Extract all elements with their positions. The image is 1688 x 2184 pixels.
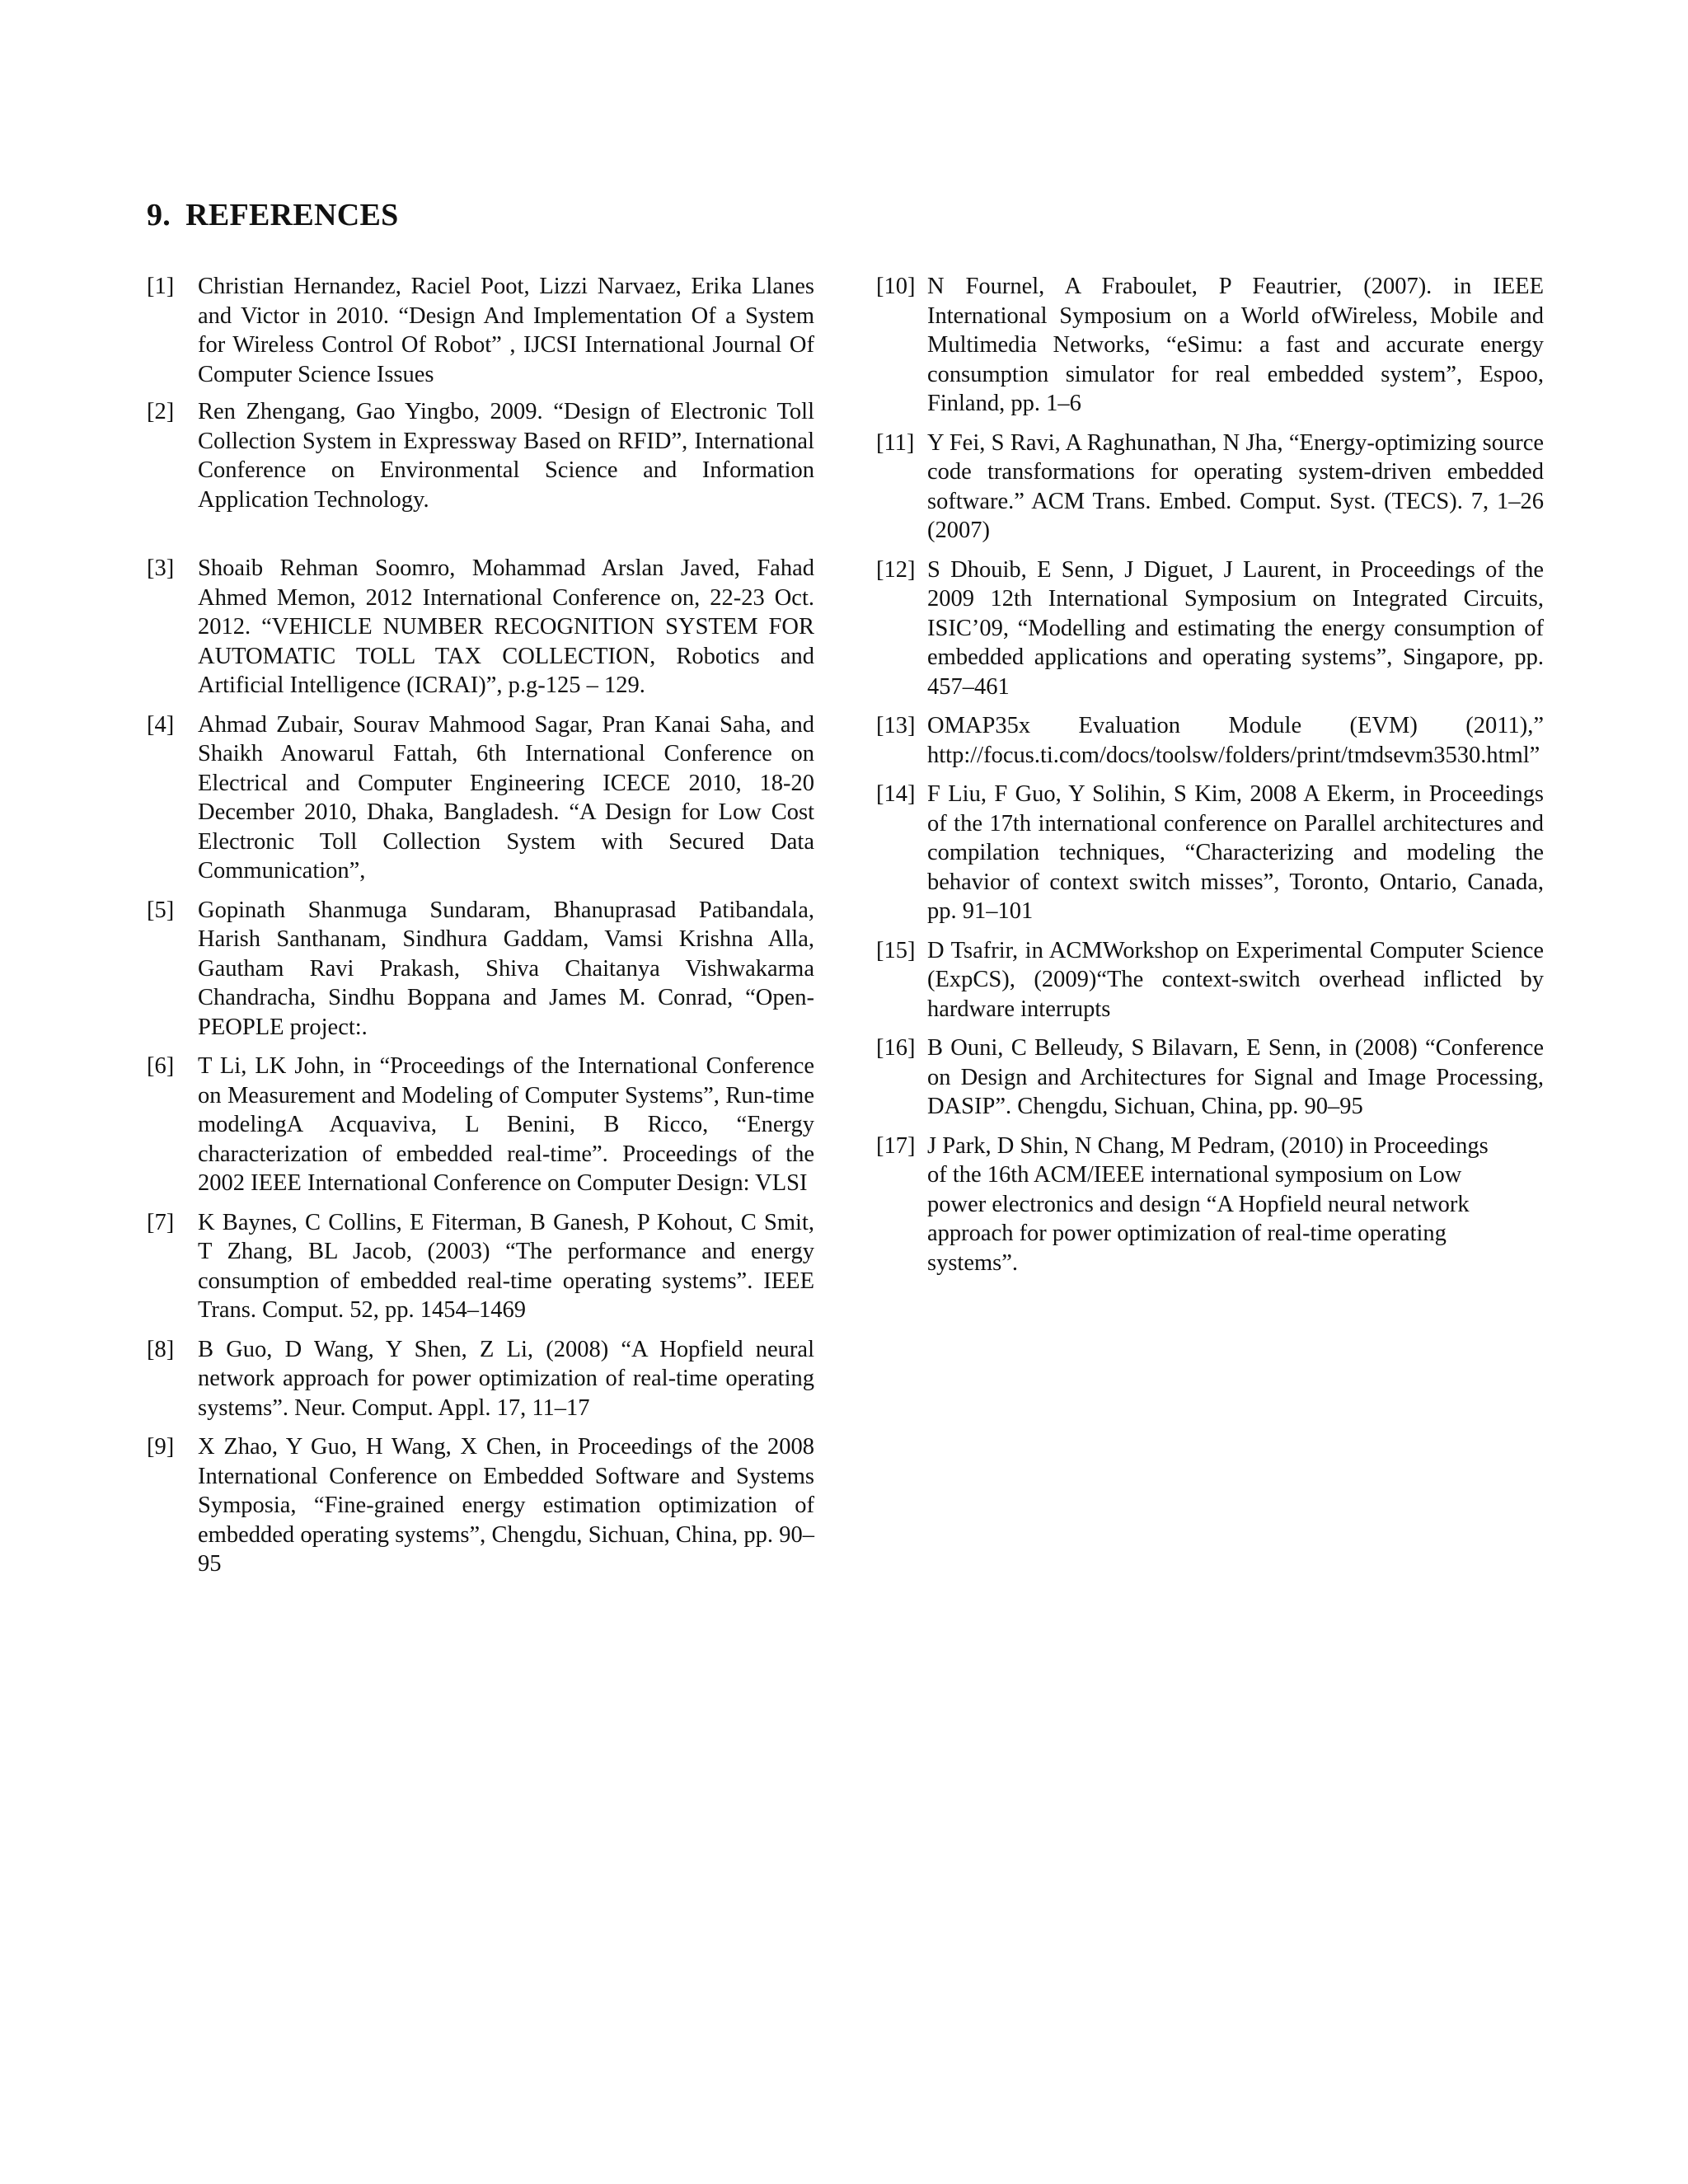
reference-text: B Ouni, C Belleudy, S Bilavarn, E Senn, in (2008) “Conference on Design and Architectures for Signal and Image Processing, DASIP”. Chengdu, Sichuan, China, pp. 90–95 (927, 1035, 1544, 1119)
reference-label: [1] (147, 274, 175, 299)
references-right-column (876, 272, 1544, 1277)
reference-entry-1 (147, 272, 814, 389)
reference-text: T Li, LK John, in “Proceedings of the International Conference on Measurement and Modeling of Computer Systems”, Run-time modelingA Acquaviva, L Benini, B Ricco, “Energy characterization of embedded real-time”. Proceedings of the 2002 IEEE International Conference on Computer Design: VLSI (198, 1053, 814, 1196)
reference-label: [7] (147, 1209, 175, 1235)
reference-label: [14] (876, 781, 916, 807)
reference-text: N Fournel, A Fraboulet, P Feautrier, (2007). in IEEE International Symposium on a World ofWireless, Mobile and Multimedia Networks, “eSimu: a fast and accurate energy consumption simulator for real embedded system”, Espoo, Finland, pp. 1–6 (927, 274, 1544, 416)
reference-entry-8 (147, 1335, 814, 1423)
reference-label: [2] (147, 399, 175, 424)
reference-label: [17] (876, 1132, 916, 1159)
reference-entry-15 (876, 936, 1544, 1024)
reference-entry-2 (147, 397, 814, 514)
reference-text: Ren Zhengang, Gao Yingbo, 2009. “Design of Electronic Toll Collection System in Expressway Based on RFID”, International Conference on Environmental Science and Information Application Technology. (198, 399, 814, 513)
reference-text: OMAP35x Evaluation Module (EVM) (2011),” http://focus.ti.com/docs/toolsw/folders/print/tmdsevm3530.html” (927, 713, 1544, 768)
reference-text: F Liu, F Guo, Y Solihin, S Kim, 2008 A Ekerm, in Proceedings of the 17th international conference on Parallel architectures and compilation techniques, “Characterizing and modeling the behavior of context switch misses”, Toronto, Ontario, Canada, pp. 91–101 (927, 781, 1544, 924)
reference-text: Shoaib Rehman Soomro, Mohammad Arslan Javed, Fahad Ahmed Memon, 2012 International Conference on, 22-23 Oct. 2012. “VEHICLE NUMBER RECOGNITION SYSTEM FOR AUTOMATIC TOLL TAX COLLECTION, Robotics and Artificial Intelligence (ICRAI)”, p.g-125 – 129. (198, 555, 814, 698)
reference-text: X Zhao, Y Guo, H Wang, X Chen, in Proceedings of the 2008 International Conference on Embedded Software and Systems Symposia, “Fine-grained energy estimation optimization of embedded operating systems”, Chengdu, Sichuan, China, pp. 90–95 (198, 1434, 814, 1577)
reference-entry-11 (876, 429, 1544, 546)
reference-text: Christian Hernandez, Raciel Poot, Lizzi Narvaez, Erika Llanes and Victor in 2010. “Design And Implementation Of a System for Wireless Control Of Robot” , IJCSI International Journal Of Computer Science Issues (198, 274, 814, 387)
reference-label: [6] (147, 1053, 175, 1079)
reference-label: [11] (876, 429, 915, 456)
reference-label: [3] (147, 555, 175, 581)
reference-entry-3 (147, 554, 814, 701)
section-title: REFERENCES (185, 198, 399, 232)
reference-label: [4] (147, 711, 175, 738)
reference-entry-17 (876, 1132, 1504, 1278)
references-left-column (147, 272, 814, 1579)
reference-label: [16] (876, 1035, 916, 1061)
reference-label: [9] (147, 1434, 175, 1460)
reference-entry-12 (876, 555, 1544, 702)
reference-entry-5 (147, 896, 814, 1043)
reference-entry-10 (876, 272, 1544, 419)
reference-entry-7 (147, 1208, 814, 1325)
reference-text: S Dhouib, E Senn, J Diguet, J Laurent, in Proceedings of the 2009 12th International Symposium on Integrated Circuits, ISIC’09, “Modelling and estimating the energy consumption of embedded applications and operating systems”, Singapore, pp. 457–461 (927, 556, 1544, 700)
reference-label: [8] (147, 1336, 175, 1362)
reference-entry-13 (876, 711, 1544, 770)
reference-label: [5] (147, 897, 175, 923)
reference-label: [10] (876, 274, 916, 299)
reference-text: J Park, D Shin, N Chang, M Pedram, (2010) in Proceedings of the 16th ACM/IEEE international symposium on Low power electronics and design “A Hopfield neural network approach for power optimization of real-time operating systems”. (927, 1132, 1489, 1276)
reference-entry-6 (147, 1052, 814, 1198)
reference-label: [13] (876, 713, 916, 738)
section-number: 9. (147, 198, 171, 232)
reference-entry-16 (876, 1033, 1544, 1122)
reference-text: D Tsafrir, in ACMWorkshop on Experimental Computer Science (ExpCS), (2009)“The context-switch overhead inflicted by hardware interrupts (927, 937, 1544, 1022)
reference-text: Gopinath Shanmuga Sundaram, Bhanuprasad Patibandala, Harish Santhanam, Sindhura Gaddam, Vamsi Krishna Alla, Gautham Ravi Prakash, Shiva Chaitanya Vishwakarma Chandracha, Sindhu Boppana and James M. Conrad, “Open-PEOPLE project:. (198, 897, 814, 1040)
reference-label: [15] (876, 937, 916, 963)
reference-text: K Baynes, C Collins, E Fiterman, B Ganesh, P Kohout, C Smit, T Zhang, BL Jacob, (2003) “The performance and energy consumption of embedded real-time operating systems”. IEEE Trans. Comput. 52, pp. 1454–1469 (198, 1209, 814, 1323)
reference-text: Ahmad Zubair, Sourav Mahmood Sagar, Pran Kanai Saha, and Shaikh Anowarul Fattah, 6th International Conference on Electrical and Computer Engineering ICECE 2010, 18-20 December 2010, Dhaka, Bangladesh. “A Design for Low Cost Electronic Toll Collection System with Secured Data Communication”, (198, 711, 814, 883)
reference-entry-9 (147, 1432, 814, 1579)
reference-entry-14 (876, 780, 1544, 926)
reference-label: [12] (876, 556, 916, 583)
reference-text: Y Fei, S Ravi, A Raghunathan, N Jha, “Energy-optimizing source code transformations for operating system-driven embedded software.” ACM Trans. Embed. Comput. Syst. (TECS). 7, 1–26 (2007) (927, 429, 1544, 543)
section-heading (147, 193, 399, 237)
reference-entry-4 (147, 710, 814, 886)
reference-text: B Guo, D Wang, Y Shen, Z Li, (2008) “A Hopfield neural network approach for power optimization of real-time operating systems”. Neur. Comput. Appl. 17, 11–17 (198, 1336, 814, 1421)
